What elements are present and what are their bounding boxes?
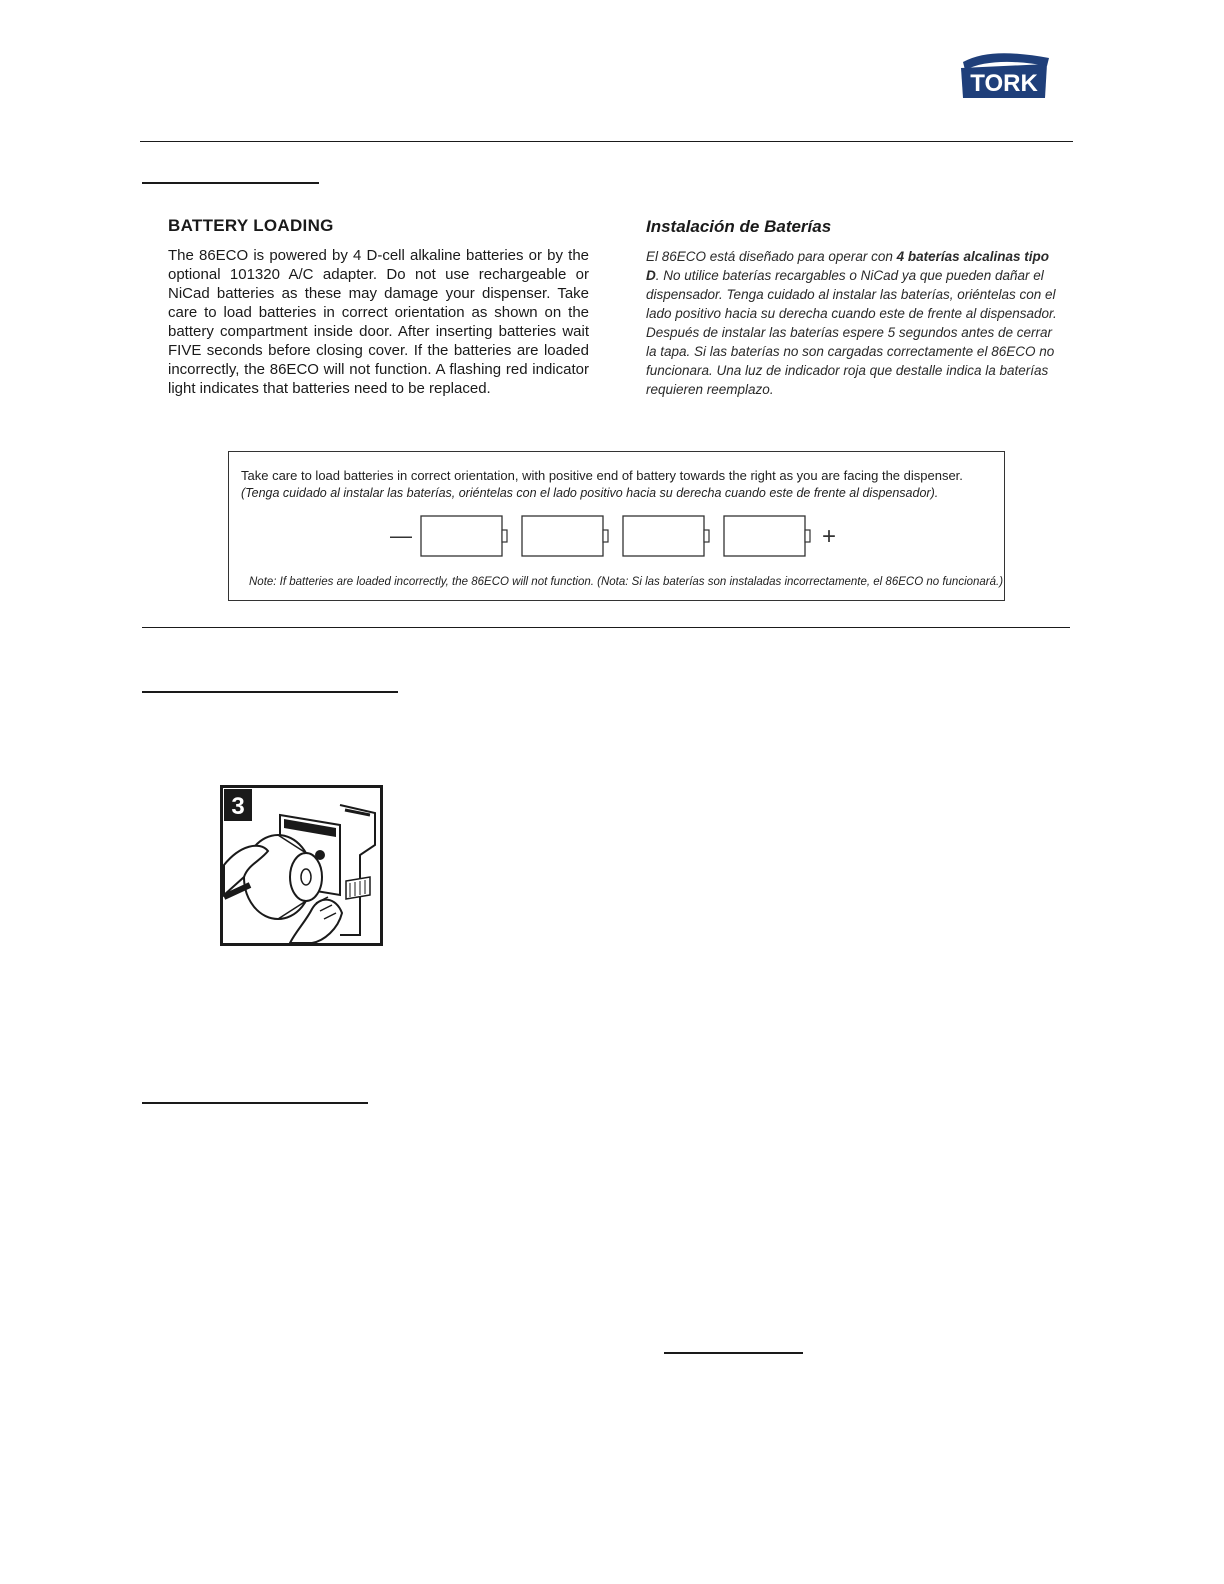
orientation-instruction-es: (Tenga cuidado al instalar las baterías, oriéntelas con el lado positivo hacia su derecha cuando este de frente al dispensador).: [241, 486, 939, 500]
battery-1: [421, 516, 507, 556]
instalacion-body-post: . No utilice baterías recargables o NiCad ya que pueden dañar el dispensador. Tenga cuidado al instalar las baterías, oriéntelas con el lado positivo hacia su derecha cuando este de frente al dispensador. Después de instalar las baterías espere 5 segundos antes de cerrar la tapa. Si las baterías no son cargadas correctamente el 86ECO no funcionara. Una luz de indicador roja que destalle indica la baterías requieren reemplazo.: [646, 268, 1057, 397]
instalacion-body: [646, 247, 1058, 399]
minus-symbol: —: [390, 523, 412, 548]
tork-logo: [955, 48, 1055, 108]
logo-text: TORK: [970, 70, 1038, 97]
signature-underline: [664, 1352, 803, 1354]
instalacion-title: Instalación de Baterías: [646, 217, 832, 236]
section-heading-underline-2: [142, 691, 398, 693]
header-rule: [140, 141, 1073, 142]
battery-4: [724, 516, 810, 556]
section-heading-underline: [142, 182, 319, 184]
orientation-note: Note: If batteries are loaded incorrectly, the 86ECO will not function. (Nota: Si las baterías son instaladas incorrectamente, el 86ECO no funcionará.): [249, 576, 1004, 588]
orientation-instruction-en: Take care to load batteries in correct orientation, with positive end of battery towards the right as you are facing the dispenser.: [241, 468, 963, 483]
section-divider: [142, 627, 1070, 628]
instalacion-body-pre: El 86ECO está diseñado para operar con: [646, 249, 897, 264]
plus-symbol: +: [821, 523, 837, 550]
battery-2: [522, 516, 608, 556]
step-number: 3: [231, 793, 245, 820]
battery-loading-body: The 86ECO is powered by 4 D-cell alkaline batteries or by the optional 101320 A/C adapter. Do not use rechargeable or NiCad batteries as these may damage your dispenser. Take care to load batteries in correct orientation as shown on the battery compartment inside door. After inserting batteries wait FIVE seconds before closing cover. If the batteries are loaded incorrectly, the 86ECO will not function. A flashing red indicator light indicates that batteries need to be replaced.: [168, 247, 589, 397]
battery-orientation-diagram: [388, 512, 848, 562]
roll-loading-illustration: [220, 785, 383, 946]
battery-loading-title: BATTERY LOADING: [168, 216, 334, 235]
battery-3: [623, 516, 709, 556]
section-heading-underline-3: [142, 1102, 368, 1104]
instalacion-body-bold: 4 baterías alcalinas tipo D: [646, 249, 1049, 283]
